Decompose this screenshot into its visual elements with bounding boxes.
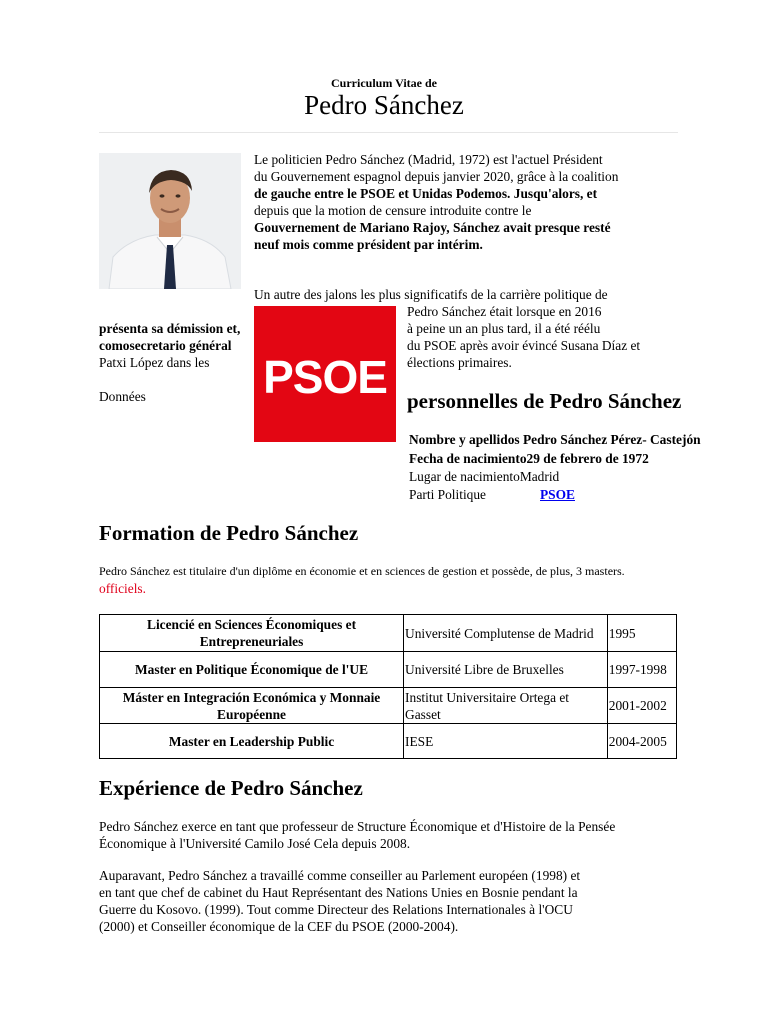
cv-subtitle: Curriculum Vitae de: [331, 76, 437, 90]
name-value: Pedro Sánchez Pérez- Castejón: [522, 432, 701, 447]
career-line: à peine un an plus tard, il a été réélu: [407, 321, 601, 336]
experience-line: en tant que chef de cabinet du Haut Représentant des Nations Unies en Bosnie pendant la: [99, 885, 578, 900]
name-row: [409, 431, 701, 448]
name-label: Nombre y apellidos: [409, 432, 520, 447]
intro-line: neuf mois comme président par intérim.: [254, 237, 483, 252]
intro-line: de gauche entre le PSOE et Unidas Podemos. Jusqu'alors, et: [254, 186, 598, 201]
degree-cell: Máster en Integración Económica y Monnaie Européenne: [100, 688, 404, 724]
experience-line: Auparavant, Pedro Sánchez a travaillé comme conseiller au Parlement européen (1998) et: [99, 868, 581, 883]
formation-text: Pedro Sánchez est titulaire d'un diplôme en économie et en sciences de gestion et possède, de plus, 3 masters.: [99, 564, 625, 578]
birth-value: 29 de febrero de 1972: [526, 451, 649, 466]
table-row: [100, 652, 677, 688]
career-line: présenta sa démission et,: [99, 321, 241, 336]
career-line: du PSOE après avoir évincé Susana Díaz et: [407, 338, 641, 353]
school-cell: Institut Universitaire Ortega et Gasset: [404, 688, 608, 724]
place-label: Lugar de nacimiento: [409, 469, 520, 484]
formation-heading: Formation de Pedro Sánchez: [99, 521, 359, 545]
party-label: Parti Politique: [409, 487, 486, 502]
divider: [99, 132, 678, 133]
table-row: [100, 688, 677, 724]
experience-line: Économique à l'Université Camilo José Cela depuis 2008.: [99, 836, 411, 851]
personal-left-word: Données: [99, 389, 146, 404]
personal-heading: personnelles de Pedro Sánchez: [407, 389, 682, 413]
birth-label: Fecha de nacimiento: [409, 451, 527, 466]
career-line: comosecretario général: [99, 338, 232, 353]
party-link[interactable]: PSOE: [540, 487, 575, 502]
degree-cell: Master en Politique Économique de l'UE: [100, 652, 404, 688]
intro-line: Gouvernement de Mariano Rajoy, Sánchez avait presque resté: [254, 220, 611, 235]
year-cell: 2004-2005: [607, 724, 676, 759]
intro-line: du Gouvernement espagnol depuis janvier 2020, grâce à la coalition: [254, 169, 619, 184]
degree-cell: Licencié en Sciences Économiques et Entrepreneuriales: [100, 615, 404, 652]
formation-table: [99, 614, 677, 759]
place-value: Madrid: [519, 469, 560, 484]
table-row: [100, 615, 677, 652]
experience-line: (2000) et Conseiller économique de la CEF du PSOE (2000-2004).: [99, 919, 459, 934]
psoe-logo: [254, 306, 396, 442]
logo-text: PSOE: [263, 351, 387, 403]
experience-line: Guerre du Kosovo. (1999). Tout comme Directeur des Relations Internationales à l'OCU: [99, 902, 573, 917]
year-cell: 2001-2002: [607, 688, 676, 724]
career-line: Patxi López dans les: [99, 355, 210, 370]
page-title: Pedro Sánchez: [304, 90, 464, 120]
place-row: [409, 468, 559, 485]
portrait-photo: [99, 153, 241, 289]
year-cell: 1997-1998: [607, 652, 676, 688]
intro-line: depuis que la motion de censure introduite contre le: [254, 203, 532, 218]
degree-cell: Master en Leadership Public: [100, 724, 404, 759]
school-cell: Université Complutense de Madrid: [404, 615, 608, 652]
experience-line: Pedro Sánchez exerce en tant que professeur de Structure Économique et d'Histoire de la Pensée: [99, 819, 616, 834]
school-cell: Université Libre de Bruxelles: [404, 652, 608, 688]
table-row: [100, 724, 677, 759]
career-line: Un autre des jalons les plus significatifs de la carrière politique de: [254, 287, 608, 302]
year-cell: 1995: [607, 615, 676, 652]
school-cell: IESE: [404, 724, 608, 759]
intro-line: Le politicien Pedro Sánchez (Madrid, 1972) est l'actuel Président: [254, 152, 603, 167]
experience-heading: Expérience de Pedro Sánchez: [99, 776, 363, 800]
career-line: élections primaires.: [407, 355, 512, 370]
formation-text-red: officiels.: [99, 581, 146, 596]
career-line: Pedro Sánchez était lorsque en 2016: [407, 304, 602, 319]
birth-row: [409, 450, 649, 467]
